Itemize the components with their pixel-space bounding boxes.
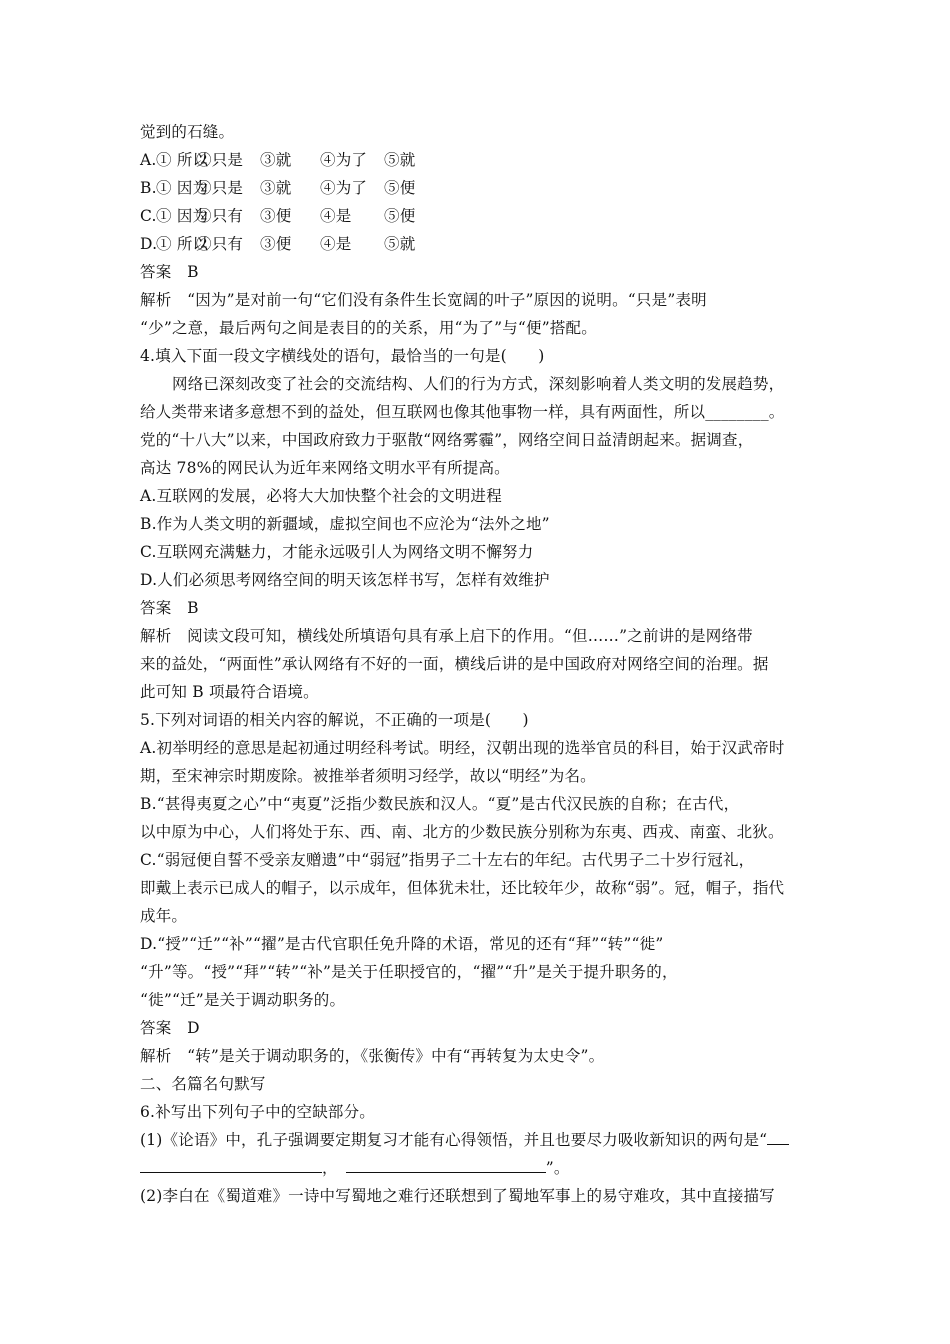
section-heading: 二、名篇名句默写 <box>140 1075 266 1093</box>
document-page <box>140 118 812 1210</box>
q5-line-2: 期，至宋神宗时期废除。被推举者须明习经学，故以“明经”为名。 <box>140 767 596 785</box>
q5-line-4: 以中原为中心，人们将处于东、西、南、北方的少数民族分别称为东夷、西戎、南蛮、北狄。 <box>140 823 784 841</box>
q3-analysis-line-2: “少”之意，最后两句之间是表目的的关系，用“为了”与“便”搭配。 <box>140 319 597 337</box>
q5-answer: 答案 D <box>140 1019 200 1037</box>
q3-option-item: ③便 <box>260 235 292 253</box>
q3-option-item: ① 因为 <box>156 179 209 197</box>
q3-options <box>140 146 812 258</box>
q4-analysis-line-1: 解析 阅读文段可知，横线处所填语句具有承上启下的作用。“但……”之前讲的是网络带 <box>140 627 753 645</box>
q4-option-c: C.互联网充满魅力，才能永远吸引人为网络文明不懈努力 <box>140 543 534 561</box>
q4-passage-line-4: 高达 78%的网民认为近年来网络文明水平有所提高。 <box>140 459 510 477</box>
q3-answer: 答案 B <box>140 263 199 281</box>
q3-option-letter: B. <box>140 179 157 197</box>
q3-option-item: ① 因为 <box>156 207 209 225</box>
q3-option-item: ②只是 <box>196 151 244 169</box>
q5-analysis: 解析 “转”是关于调动职务的，《张衡传》中有“再转复为太史令”。 <box>140 1047 605 1065</box>
q3-option-item: ① 所以 <box>156 151 209 169</box>
q6-1-blank-1[interactable] <box>140 1156 322 1173</box>
q6-1-text <box>140 1126 812 1154</box>
q6-1-end: ”。 <box>545 1159 570 1177</box>
q3-option-row <box>140 174 812 202</box>
q4-option-a: A.互联网的发展，必将大大加快整个社会的文明进程 <box>140 487 502 505</box>
q6-1-separator: ， <box>322 1159 338 1177</box>
q3-option-item: ②只有 <box>196 207 244 225</box>
q3-option-item: ③就 <box>260 179 292 197</box>
q4-passage-line-2: 给人类带来诸多意想不到的益处，但互联网也像其他事物一样，具有两面性，所以________。 <box>140 403 785 421</box>
q4-stem: 4.填入下面一段文字横线处的语句，最恰当的一句是( ) <box>140 347 545 365</box>
q3-option-letter: A. <box>140 151 157 169</box>
q3-option-item: ① 所以 <box>156 235 209 253</box>
q3-option-item: ④是 <box>320 207 352 225</box>
q3-option-item: ③便 <box>260 207 292 225</box>
q6-1-blank-start[interactable] <box>767 1128 789 1145</box>
q3-option-item: ④为了 <box>320 179 368 197</box>
q5-line-9: “升”等。“授”“拜”“转”“补”是关于任职授官的，“擢”“升”是关于提升职务的， <box>140 963 678 981</box>
q4-analysis-line-2: 来的益处，“两面性”承认网络有不好的一面，横线后讲的是中国政府对网络空间的治理。据 <box>140 655 769 673</box>
q5-line-8: D.“授”“迁”“补”“擢”是古代官职任免升降的术语，常见的还有“拜”“转”“徙” <box>140 935 664 953</box>
q5-line-7: 成年。 <box>140 907 188 925</box>
q4-answer: 答案 B <box>140 599 199 617</box>
q5-line-10: “徙”“迁”是关于调动职务的。 <box>140 991 346 1009</box>
q6-1-blanks <box>140 1154 812 1182</box>
q6-stem: 6.补写出下列句子中的空缺部分。 <box>140 1103 375 1121</box>
q4-analysis-line-3: 此可知 B 项最符合语境。 <box>140 683 319 701</box>
q3-tail: 觉到的石缝。 <box>140 123 235 141</box>
q4-passage-line-3: 党的“十八大”以来，中国政府致力于驱散“网络雾霾”，网络空间日益清朗起来。据调查， <box>140 431 754 449</box>
q3-option-letter: C. <box>140 207 157 225</box>
q3-option-item: ⑤便 <box>384 179 416 197</box>
q3-option-letter: D. <box>140 235 158 253</box>
q3-option-item: ③就 <box>260 151 292 169</box>
q3-option-row <box>140 202 812 230</box>
q4-passage-line-1: 网络已深刻改变了社会的交流结构、人们的行为方式，深刻影响着人类文明的发展趋势， <box>172 375 785 393</box>
q6-1-blank-2[interactable] <box>346 1156 546 1173</box>
q3-option-item: ④是 <box>320 235 352 253</box>
q5-line-1: A.初举明经的意思是起初通过明经科考试。明经，汉朝出现的选举官员的科目，始于汉武帝时 <box>140 739 785 757</box>
q3-option-row <box>140 146 812 174</box>
q4-option-d: D.人们必须思考网络空间的明天该怎样书写，怎样有效维护 <box>140 571 550 589</box>
q5-stem: 5.下列对词语的相关内容的解说，不正确的一项是( ) <box>140 711 529 729</box>
q6-1-prompt: (1)《论语》中，孔子强调要定期复习才能有心得领悟，并且也要尽力吸收新知识的两句是“ <box>140 1131 768 1149</box>
q4-option-b: B.作为人类文明的新疆域，虚拟空间也不应沦为“法外之地” <box>140 515 550 533</box>
q6-2-text: (2)李白在《蜀道难》一诗中写蜀地之难行还联想到了蜀地军事上的易守难攻，其中直接描写 <box>140 1187 775 1205</box>
q5-line-5: C.“弱冠便自誓不受亲友赠遗”中“弱冠”指男子二十左右的年纪。古代男子二十岁行冠礼， <box>140 851 755 869</box>
q3-option-item: ②只是 <box>196 179 244 197</box>
q3-option-row <box>140 230 812 258</box>
q5-line-3: B.“甚得夷夏之心”中“夷夏”泛指少数民族和汉人。“夏”是古代汉民族的自称；在古代， <box>140 795 740 813</box>
q3-option-item: ②只有 <box>196 235 244 253</box>
q3-option-item: ⑤便 <box>384 207 416 225</box>
q3-analysis-line-1: 解析 “因为”是对前一句“它们没有条件生长宽阔的叶子”原因的说明。“只是”表明 <box>140 291 707 309</box>
q3-option-item: ④为了 <box>320 151 368 169</box>
q3-option-item: ⑤就 <box>384 151 416 169</box>
q5-line-6: 即戴上表示已成人的帽子，以示成年，但体犹未壮，还比较年少，故称“弱”。冠，帽子，指代 <box>140 879 785 897</box>
q3-option-item: ⑤就 <box>384 235 416 253</box>
